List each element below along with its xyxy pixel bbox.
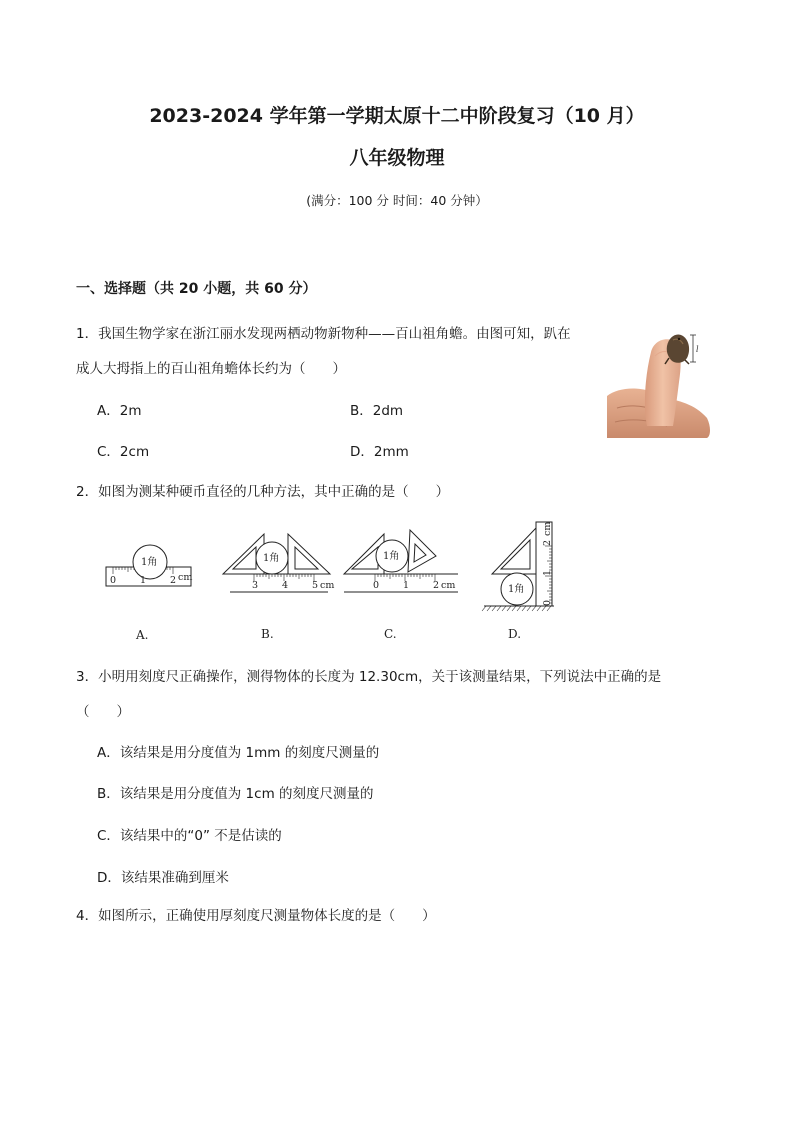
figure-d-coin-label: 1角: [508, 584, 525, 595]
ground-hatch: [512, 606, 516, 611]
question-1-line-2: 成人大拇指上的百山祖角蟾体长约为（ ）: [76, 361, 346, 377]
question-3-option-a: A．该结果是用分度值为 1mm 的刻度尺测量的: [97, 745, 380, 761]
figure-a-tick-unit: cm: [178, 572, 193, 583]
figure-c-tick-2: 2: [433, 580, 440, 591]
length-label: l: [696, 345, 699, 354]
question-1-option-b: B．2dm: [350, 403, 404, 419]
figure-b-tick-3: 3: [252, 580, 259, 591]
ground-hatch: [492, 606, 496, 611]
question-3-line-1: 3．小明用刻度尺正确操作，测得物体的长度为 12.30cm，关于该测量结果，下列说法中正确的是: [76, 669, 662, 685]
thumb-frog-image: [607, 326, 715, 438]
figure-c-tick-1: 1: [403, 580, 410, 591]
figure-a-tick-0: 0: [110, 575, 117, 586]
question-1-line-1: 1．我国生物学家在浙江丽水发现两栖动物新物种——百山祖角蟾。由图可知，趴在: [76, 326, 571, 342]
figure-b-tick-4: 4: [282, 580, 289, 591]
question-3-line-2: （ ）: [76, 704, 130, 720]
figure-d-tick-0: 0: [542, 599, 553, 606]
figure-c-tick-0: 0: [373, 580, 380, 591]
question-1-option-c: C．2cm: [97, 444, 150, 460]
figure-d-caption: D.: [508, 627, 522, 641]
ground-hatch: [507, 606, 511, 611]
figure-b-coin-label: 1角: [263, 553, 280, 564]
figure-c-caption: C.: [384, 627, 397, 641]
figure-a-tick-2: 2: [170, 575, 177, 586]
figure-a-tick-1: 1: [140, 575, 147, 586]
ground-hatch: [537, 606, 541, 611]
figure-d-tick-1: 1: [542, 569, 553, 576]
coin-measurement-figure: [96, 514, 566, 649]
question-1-option-d: D．2mm: [350, 444, 409, 460]
question-3-option-c: C．该结果中的“0” 不是估读的: [97, 828, 282, 844]
ground-hatch: [532, 606, 536, 611]
figure-d-tick-unit: cm: [542, 521, 553, 536]
question-3-option-b: B．该结果是用分度值为 1cm 的刻度尺测量的: [97, 786, 374, 802]
ground-hatch: [527, 606, 531, 611]
figure-b-caption: B.: [261, 627, 274, 641]
exam-subject: 八年级物理: [349, 147, 445, 169]
figure-a-coin-label: 1角: [141, 557, 158, 568]
ground-hatch: [497, 606, 501, 611]
figure-c-coin-label: 1角: [383, 551, 400, 562]
section-title: 一、选择题（共 20 小题，共 60 分）: [76, 281, 317, 297]
question-2-line-1: 2．如图为测某种硬币直径的几种方法，其中正确的是（ ）: [76, 484, 450, 500]
ground-hatch: [502, 606, 506, 611]
question-1-option-a: A．2m: [97, 403, 142, 419]
figure-a-caption: A.: [136, 628, 149, 642]
figure-c-tick-unit: cm: [441, 580, 456, 591]
exam-meta: (满分：100 分 时间：40 分钟）: [306, 193, 488, 208]
question-4-line-1: 4．如图所示，正确使用厚刻度尺测量物体长度的是（ ）: [76, 908, 436, 924]
ground-hatch: [517, 606, 521, 611]
ground-hatch: [522, 606, 526, 611]
figure-b-tick-5: 5: [312, 580, 319, 591]
figure-d-tick-2: 2: [542, 539, 553, 546]
ground-hatch: [487, 606, 491, 611]
exam-title: 2023-2024 学年第一学期太原十二中阶段复习（10 月）: [149, 105, 645, 127]
figure-b-tick-unit: cm: [320, 580, 335, 591]
ground-hatch: [482, 606, 486, 611]
question-3-option-d: D．该结果准确到厘米: [97, 870, 229, 886]
